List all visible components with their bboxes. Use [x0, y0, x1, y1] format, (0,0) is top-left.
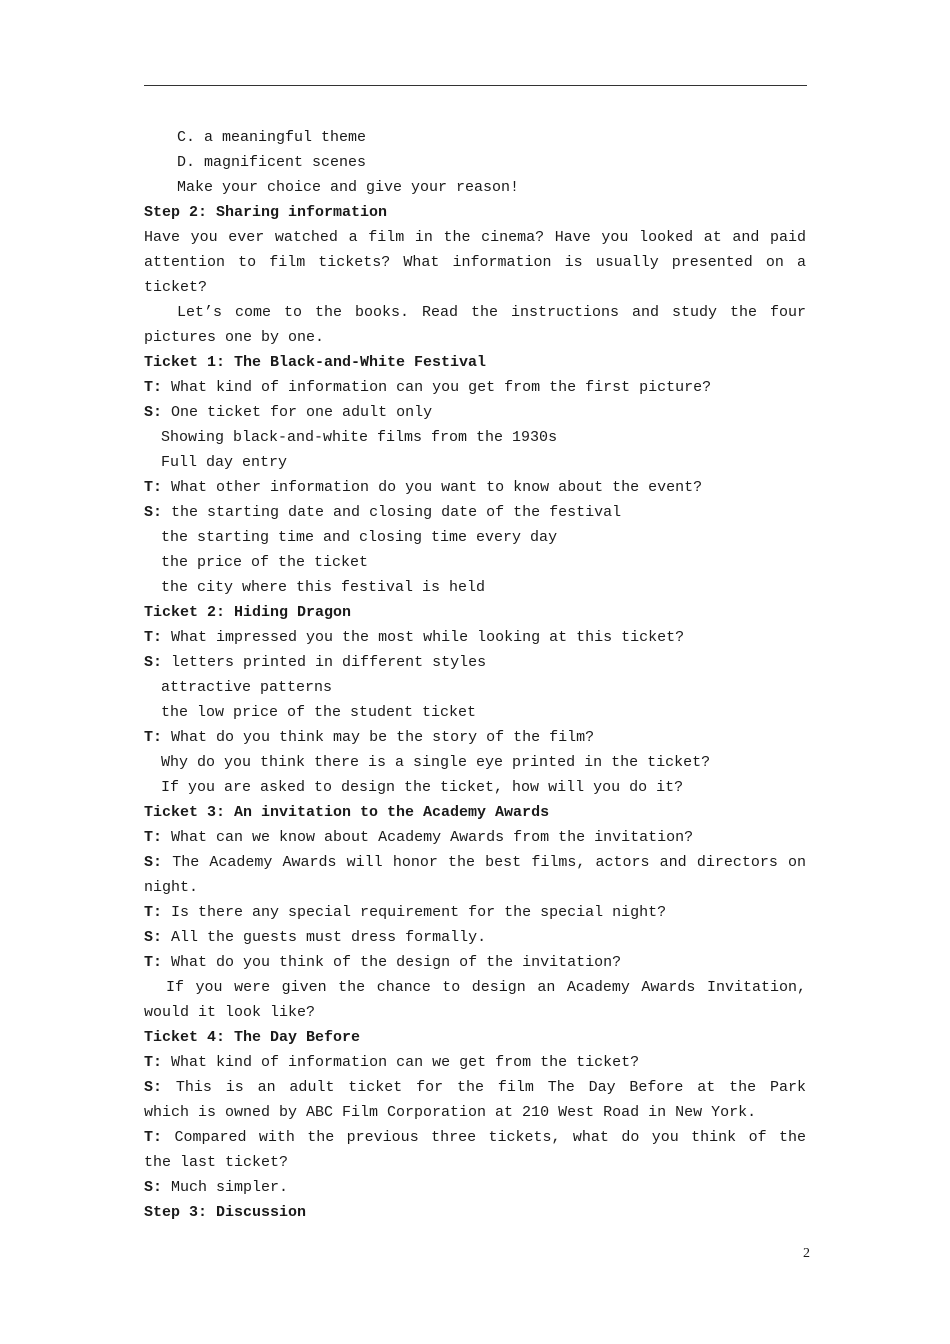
student-label: S: [144, 1079, 163, 1096]
dialogue-line: T: What do you think of the design of the invitation? [144, 954, 622, 971]
page-number: 2 [803, 1246, 810, 1261]
ticket4-heading: Ticket 4: The Day Before [144, 1029, 361, 1046]
dialogue-line: T: What do you think may be the story of the film? [144, 729, 595, 746]
teacher-label: T: [144, 954, 163, 971]
teacher-label: T: [144, 1129, 163, 1146]
teacher-label: T: [144, 629, 163, 646]
teacher-label: T: [144, 729, 163, 746]
paragraph-line: Let’s come to the books. Read the instructions and study the four [177, 304, 806, 321]
teacher-label: T: [144, 829, 163, 846]
header-rule [144, 85, 807, 86]
answer-line: Full day entry [161, 454, 288, 471]
step3-heading: Step 3: Discussion [144, 1204, 307, 1221]
student-label: S: [144, 854, 163, 871]
answer-line: night. [144, 879, 199, 896]
ticket3-heading: Ticket 3: An invitation to the Academy Awards [144, 804, 550, 821]
dialogue-line: S: One ticket for one adult only [144, 404, 433, 421]
question-line: Why do you think there is a single eye printed in the ticket? [161, 754, 711, 771]
paragraph-line: Have you ever watched a film in the cinema? Have you looked at and paid [144, 229, 806, 246]
student-label: S: [144, 504, 163, 521]
dialogue-line: T: Is there any special requirement for the special night? [144, 904, 667, 921]
answer-line: the low price of the student ticket [161, 704, 477, 721]
question-line: the last ticket? [144, 1154, 289, 1171]
answer-line: the price of the ticket [161, 554, 369, 571]
question-line: If you are asked to design the ticket, how will you do it? [161, 779, 684, 796]
paragraph-line: attention to film tickets? What information is usually presented on a [144, 254, 806, 271]
ticket2-heading: Ticket 2: Hiding Dragon [144, 604, 352, 621]
student-label: S: [144, 929, 163, 946]
dialogue-line: T: Compared with the previous three tickets, what do you think of the [144, 1129, 806, 1146]
student-label: S: [144, 654, 163, 671]
teacher-label: T: [144, 379, 163, 396]
dialogue-line: S: Much simpler. [144, 1179, 289, 1196]
question-line: would it look like? [144, 1004, 316, 1021]
dialogue-line: S: This is an adult ticket for the film The Day Before at the Park [144, 1079, 806, 1096]
dialogue-line: S: All the guests must dress formally. [144, 929, 487, 946]
choice-prompt: Make your choice and give your reason! [177, 179, 520, 196]
answer-line: attractive patterns [161, 679, 333, 696]
paragraph-line: pictures one by one. [144, 329, 325, 346]
teacher-label: T: [144, 1054, 163, 1071]
student-label: S: [144, 404, 163, 421]
ticket1-heading: Ticket 1: The Black-and-White Festival [144, 354, 487, 371]
answer-line: Showing black-and-white films from the 1930s [161, 429, 558, 446]
teacher-label: T: [144, 479, 163, 496]
option-d: D. magnificent scenes [177, 154, 367, 171]
teacher-label: T: [144, 904, 163, 921]
dialogue-line: T: What other information do you want to know about the event? [144, 479, 703, 496]
answer-line: the starting time and closing time every day [161, 529, 558, 546]
step2-heading: Step 2: Sharing information [144, 204, 388, 221]
dialogue-line: T: What impressed you the most while looking at this ticket? [144, 629, 685, 646]
dialogue-line: T: What can we know about Academy Awards from the invitation? [144, 829, 694, 846]
dialogue-line: T: What kind of information can you get from the first picture? [144, 379, 712, 396]
question-line: If you were given the chance to design an Academy Awards Invitation, [166, 979, 806, 996]
answer-line: which is owned by ABC Film Corporation at 210 West Road in New York. [144, 1104, 757, 1121]
paragraph-line: ticket? [144, 279, 208, 296]
answer-line: the city where this festival is held [161, 579, 486, 596]
document-body [144, 125, 806, 1225]
option-c: C. a meaningful theme [177, 129, 367, 146]
student-label: S: [144, 1179, 163, 1196]
dialogue-line: S: The Academy Awards will honor the best films, actors and directors on [144, 854, 806, 871]
dialogue-line: T: What kind of information can we get from the ticket? [144, 1054, 640, 1071]
dialogue-line: S: letters printed in different styles [144, 654, 487, 671]
dialogue-line: S: the starting date and closing date of the festival [144, 504, 622, 521]
